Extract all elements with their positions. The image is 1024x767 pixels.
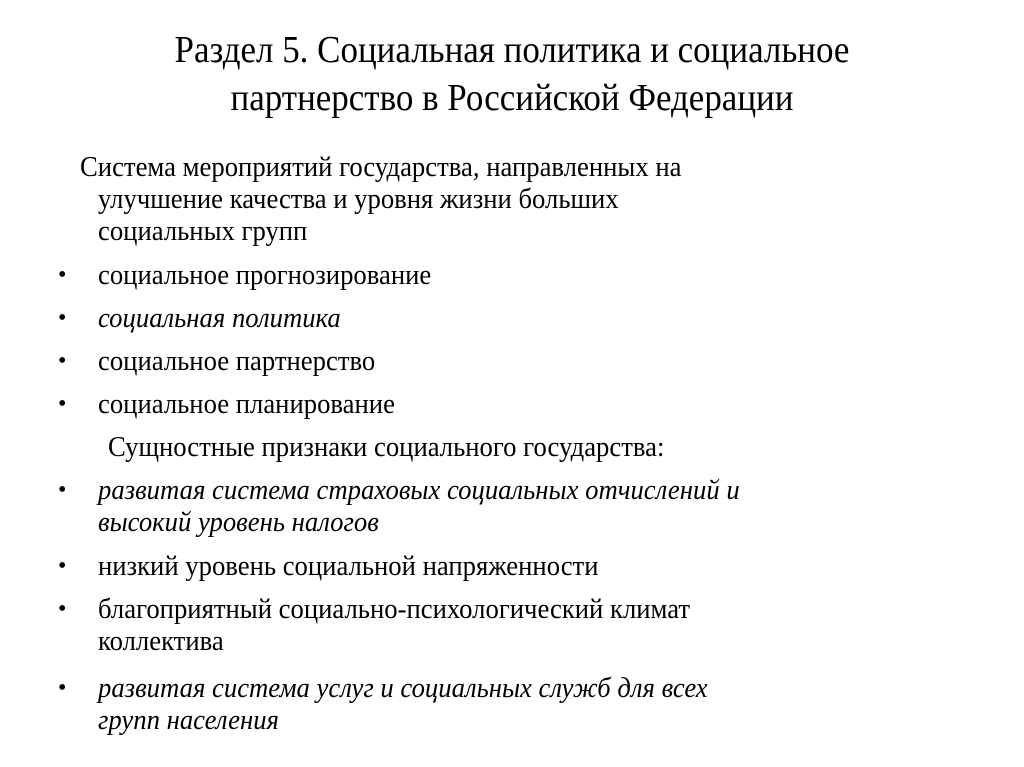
list-item-line: развитая система страховых социальных отчислений и [98, 474, 740, 506]
section2-heading: Сущностные признаки социального государства: [108, 431, 665, 463]
section1-intro-line-2: улучшение качества и уровня жизни больших [98, 183, 619, 215]
list-item-line: низкий уровень социальной напряженности [98, 550, 599, 582]
bullet-icon: • [58, 477, 67, 503]
bullet-icon: • [58, 305, 67, 331]
list-item: социальное планирование [98, 388, 395, 420]
list-item-line: коллектива [98, 625, 224, 657]
list-item: социальное партнерство [98, 345, 376, 377]
list-item-line: благоприятный социально-психологический климат [98, 593, 691, 625]
list-item-line: групп населения [98, 704, 279, 736]
bullet-icon: • [58, 596, 67, 622]
bullet-icon: • [58, 553, 67, 579]
section1-intro-line-3: социальных групп [98, 215, 308, 247]
list-item: социальное прогнозирование [98, 259, 432, 291]
title-line-1: Раздел 5. Социальная политика и социальное [174, 29, 850, 71]
section1-intro-line-1: Система мероприятий государства, направленных на [80, 151, 682, 183]
list-item-line: развитая система услуг и социальных служб для всех [98, 672, 708, 704]
list-item-line: высокий уровень налогов [98, 506, 379, 538]
bullet-icon: • [58, 262, 67, 288]
bullet-icon: • [58, 348, 67, 374]
title-line-2: партнерство в Российской Федерации [230, 77, 794, 119]
bullet-icon: • [58, 391, 67, 417]
list-item: социальная политика [98, 302, 341, 334]
bullet-icon: • [58, 675, 67, 701]
